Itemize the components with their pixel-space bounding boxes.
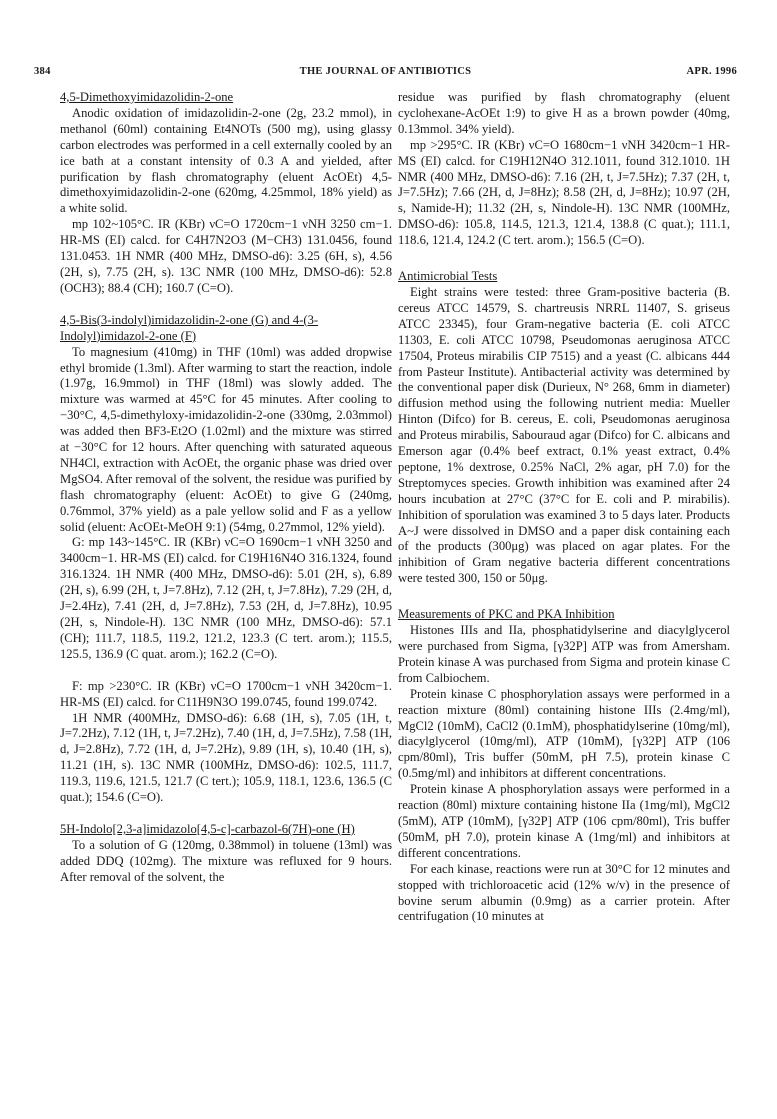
section-heading-bisindolyl: 4,5-Bis(3-indolyl)imidazolidin-2-one (G) and 4-(3-Indolyl)imidazol-2-one (F)	[60, 312, 319, 343]
paragraph: For each kinase, reactions were run at 30°C for 12 minutes and stopped with trichloroacetic acid (12% w/v) in the presence of bovine serum albumin (0.9mg) as a carrier protein. After centrifugation (10 minutes at	[398, 861, 730, 924]
paragraph: F: mp >230°C. IR (KBr) νC=O 1700cm−1 νNH 3420cm−1. HR-MS (EI) calcd. for C11H9N3O 199.0745, found 199.0742.	[60, 678, 392, 709]
paragraph: mp 102~105°C. IR (KBr) νC=O 1720cm−1 νNH 3250 cm−1. HR-MS (EI) calcd. for C4H7N2O3 (M−CH3) 131.0456, found 131.0453. 1H NMR (400 MHz, DMSO-d6): 3.25 (6H, s), 4.56 (2H, s), 7.75 (2H, s). 13C NMR (100 MHz, DMSO-d6): 52.8 (OCH3); 88.4 (CH); 160.7 (C=O).	[60, 217, 392, 295]
right-column	[398, 90, 730, 925]
running-header	[34, 66, 737, 82]
paragraph: mp >295°C. IR (KBr) νC=O 1680cm−1 νNH 3420cm−1 HR-MS (EI) calcd. for C19H12N4O 312.1011, found 312.1010. 1H NMR (400 MHz, DMSO-d6): 7.16 (2H, t, J=7.5Hz); 7.37 (2H, t, J=7.5Hz); 7.66 (2H, d, J=8Hz); 8.58 (2H, d, J=8Hz); 10.97 (2H, s, Namide-H); 11.32 (2H, s, Nindole-H). 13C NMR (100MHz, DMSO-d6): 105.8, 114.5, 121.3, 121.4, 138.8 (C quat.); 111.1, 118.6, 121.4, 124.2 (C tert. arom.); 156.5 (C=O).	[398, 137, 730, 248]
section-heading-dimethoxy: 4,5-Dimethoxyimidazolidin-2-one	[60, 90, 234, 104]
paragraph: Histones IIIs and IIa, phosphatidylserine and diacylglycerol were purchased from Sigma, [γ32P] ATP was from Amersham. Protein kinase A was purchased from Sigma and protein kinase C from Calbiochem.	[398, 623, 730, 685]
paragraph: To magnesium (410mg) in THF (10ml) was added dropwise ethyl bromide (1.3ml). After warming to start the reaction, indole (1.97g, 16.9mmol) in THF (18ml) was slowly added. The mixture was warmed at 45°C for 45 minutes. After cooling to −30°C, 4,5-dimethyloxy-imidazolidin-2-one (330mg, 2.03mmol) was added then BF3-Et2O (1.02ml) and the mixture was stirred at −30°C for 12 hours. After quenching with saturated aqueous NH4Cl, extraction with AcOEt, the organic phase was dried over MgSO4. After removal of the solvent, the residue was purified by flash chromatography (eluent: AcOEt) to give G (240mg, 0.76mmol, 37% yield) as a pale yellow solid and F as a yellow solid (eluent: AcOEt-MeOH 9:1) (54mg, 0.27mmol, 12% yield).	[60, 344, 392, 534]
paragraph: Protein kinase A phosphorylation assays were performed in a reaction (80ml) mixture containing histone IIa (1mg/ml), MgCl2 (5mM), ATP (10mM), [γ32P] ATP (106 cpm/80ml), Tris buffer (50mM, pH 7.0), protein kinase A (1mg/ml) and inhibitors at different concentrations.	[398, 782, 730, 860]
paragraph: Anodic oxidation of imidazolidin-2-one (2g, 23.2 mmol), in methanol (60ml) containing Et4NOTs (500 mg), using glassy carbon electrodes was performed in a cell externally cooled by an ice bath at a constant intensity of 0.3 A and yielded, after purification by flash chromatography (eluent AcOEt) 4,5-dimethoxyimidazolidin-2-one (620mg, 4.25mmol, 18% yield) as a white solid.	[60, 105, 392, 216]
left-column	[60, 90, 392, 886]
paragraph: residue was purified by flash chromatography (eluent cyclohexane-AcOEt 1:9) to give H as a brown powder (40mg, 0.13mmol. 34% yield).	[398, 90, 730, 136]
section-heading-indolo: 5H-Indolo[2,3-a]imidazolo[4,5-c]-carbazol-6(7H)-one (H)	[60, 821, 355, 836]
paragraph: 1H NMR (400MHz, DMSO-d6): 6.68 (1H, s), 7.05 (1H, t, J=7.2Hz), 7.12 (1H, t, J=7.2Hz), 7.40 (1H, d, J=7.5Hz), 7.58 (1H, d, J=2.8Hz), 7.72 (1H, d, J=7.2Hz), 9.89 (1H, s), 10.40 (1H, s), 11.21 (1H, s). 13C NMR (100MHz, DMSO-d6): 102.5, 111.7, 119.3, 119.6, 121.5, 121.7 (C tert.); 105.9, 118.1, 123.6, 136.5 (C quat.); 154.6 (C=O).	[60, 710, 392, 805]
paragraph: To a solution of G (120mg, 0.38mmol) in toluene (13ml) was added DDQ (102mg). The mixture was refluxed for 9 hours. After removal of the solvent, the	[60, 837, 392, 884]
paragraph: Protein kinase C phosphorylation assays were performed in a reaction mixture (80ml) containing histone IIIs (2.4mg/ml), MgCl2 (10mM), CaCl2 (0.1mM), phosphatidylserine (10mg/ml), diacylglycerol (10mg/ml), ATP (10mM), [γ32P] ATP (106 cpm/80ml), Tris buffer (50mM, pH 7.5), protein kinase C (0.5mg/ml) and inhibitors at different concentrations.	[398, 686, 730, 781]
section-heading-pkc-pka: Measurements of PKC and PKA Inhibition	[398, 607, 615, 622]
journal-title: THE JOURNAL OF ANTIBIOTICS	[299, 66, 472, 77]
paragraph: G: mp 143~145°C. IR (KBr) νC=O 1690cm−1 νNH 3250 and 3400cm−1. HR-MS (EI) calcd. for C19H16N4O 316.1324, found 316.1324. 1H NMR (400 MHz, DMSO-d6): 5.01 (2H, s), 6.89 (2H, s), 6.99 (2H, t, J=7.8Hz), 7.12 (2H, t, J=7.8Hz), 7.29 (2H, d, J=2.4Hz), 7.41 (2H, d, J=7.8Hz), 7.53 (2H, d, J=7.8Hz), 10.95 (2H, s, Nindole-H). 13C NMR (100 MHz, DMSO-d6): 57.1 (CH); 111.7, 118.5, 119.2, 121.2, 123.3 (C tert. arom.); 115.5, 125.5, 136.9 (C quat. arom.); 162.2 (C=O).	[60, 535, 392, 661]
page-number: 384	[34, 66, 51, 77]
section-heading-antimicrobial: Antimicrobial Tests	[398, 269, 498, 284]
issue-date: APR. 1996	[686, 66, 737, 77]
paragraph: Eight strains were tested: three Gram-positive bacteria (B. cereus ATCC 14579, S. chartreusis NRRL 11407, S. griseus ATCC 23345), four Gram-negative bacteria (E. coli ATCC 11303, E. coli ATCC 10798, Pseudomonas aeruginosa ATCC 17504, Proteus mirabilis CIP 7515) and a yeast (C. albicans 444 from Pasteur Institute). Antibacterial activity was determined by the conventional paper disk (Durieux, N° 268, 6mm in diameter) diffusion method using the following nutrient media: Mueller Hinton (Difco) for B. cereus, E. coli, Pseudomonas aeruginosa and Proteus mirabilis, Sabouraud agar (Difco) for C. albicans and Emerson agar (0.4% beef extract, 0.1% yeast extract, 0.4% peptone, 1% dextrose, 0.25% NaCl, 2% agar, pH 7.0) for the Streptomyces species. Growth inhibition was examined after 24 hours incubation at 27°C (37°C for E. coli and P. mirabilis). Inhibition of sporulation was examined 3 to 5 days later. Products A~J were dissolved in DMSO and a paper disk containing each of the products (300μg) was placed on agar plates. For the inhibition of Gram negative bacteria different concentrations were tested 300, 150 or 50μg.	[398, 284, 730, 586]
